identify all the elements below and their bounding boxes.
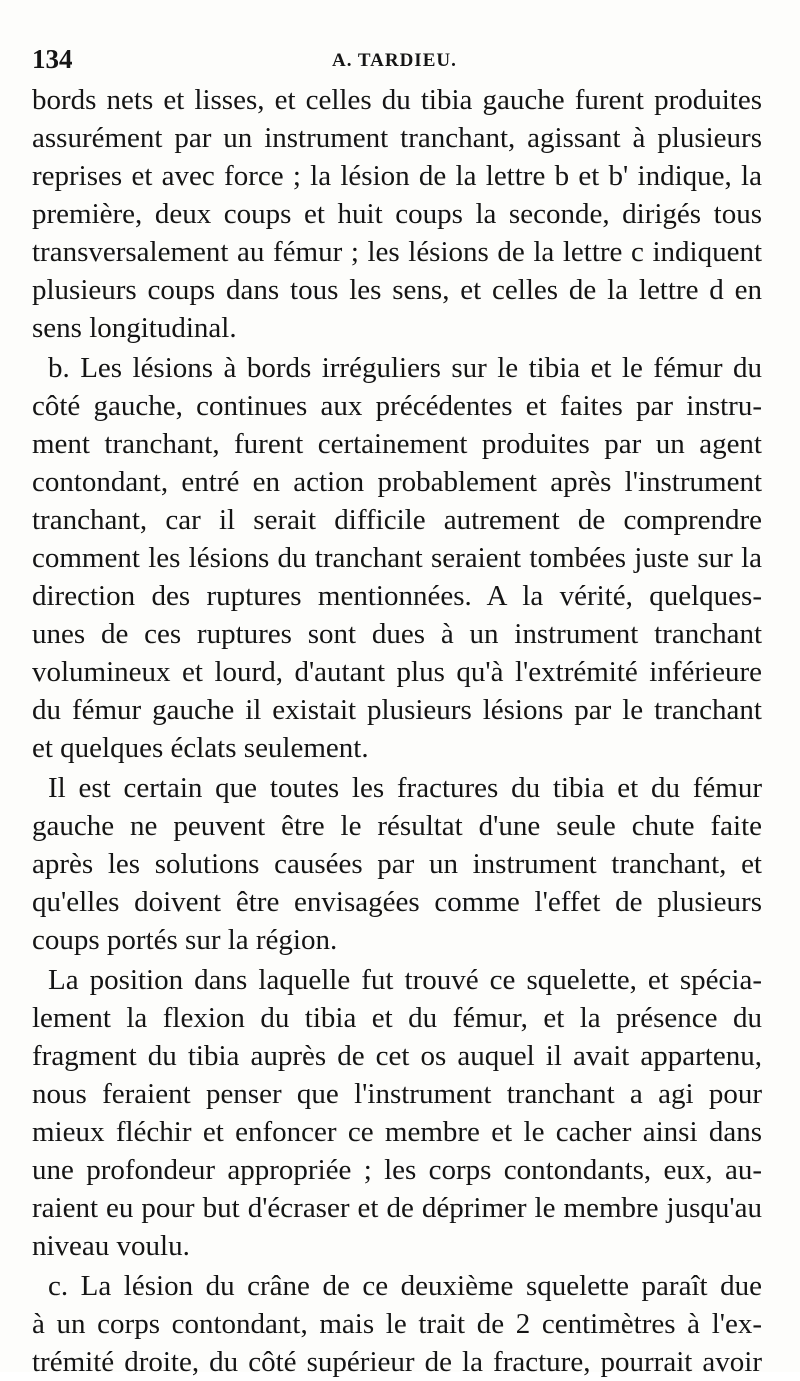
text-line: comment les lésions du tranchant seraient tombées juste sur la <box>32 542 762 574</box>
text-line: fragment du tibia auprès de cet os auquel il avait appartenu, <box>32 1040 762 1072</box>
text-line: reprises et avec force ; la lésion de la lettre b et b' indique, la <box>32 160 762 192</box>
text-line: mieux fléchir et enfoncer ce membre et le cacher ainsi dans <box>32 1116 762 1148</box>
text-line: direction des ruptures mentionnées. A la vérité, quelques- <box>32 580 762 612</box>
paragraph <box>32 1267 762 1381</box>
paragraph <box>32 349 762 767</box>
text-line: assurément par un instrument tranchant, agissant à plusieurs <box>32 122 762 154</box>
text-line: raient eu pour but d'écraser et de déprimer le membre jusqu'au <box>32 1192 762 1224</box>
text-line: ment tranchant, furent certainement produites par un agent <box>32 428 762 460</box>
text-line: lement la flexion du tibia et du fémur, et la présence du <box>32 1002 762 1034</box>
text-line: trémité droite, du côté supérieur de la fracture, pourrait avoir <box>32 1346 762 1378</box>
text-line: tranchant, car il serait difficile autrement de comprendre <box>32 504 762 536</box>
text-line: qu'elles doivent être envisagées comme l'effet de plusieurs <box>32 886 762 918</box>
text-line: sens longitudinal. <box>32 312 237 344</box>
text-line: nous feraient penser que l'instrument tranchant a agi pour <box>32 1078 762 1110</box>
text-line: transversalement au fémur ; les lésions de la lettre c indiquent <box>32 236 762 268</box>
page-number: 134 <box>32 44 73 74</box>
text-line: contondant, entré en action probablement après l'instrument <box>32 466 762 498</box>
text-line: côté gauche, continues aux précédentes et faites par instru- <box>32 390 762 422</box>
text-line: après les solutions causées par un instrument tranchant, et <box>32 848 762 880</box>
paragraph <box>32 961 762 1265</box>
text-line: La position dans laquelle fut trouvé ce squelette, et spécia- <box>48 964 762 996</box>
text-line: première, deux coups et huit coups la seconde, dirigés tous <box>32 198 762 230</box>
text-line: à un corps contondant, mais le trait de 2 centimètres à l'ex- <box>32 1308 762 1340</box>
text-line: niveau voulu. <box>32 1230 190 1262</box>
text-line: c. La lésion du crâne de ce deuxième squelette paraît due <box>48 1270 762 1302</box>
text-line: du fémur gauche il existait plusieurs lésions par le tranchant <box>32 694 762 726</box>
text-line: et quelques éclats seulement. <box>32 732 369 764</box>
text-line: Il est certain que toutes les fractures du tibia et du fémur <box>48 772 762 804</box>
text-line: bords nets et lisses, et celles du tibia gauche furent produites <box>32 84 762 116</box>
text-line: gauche ne peuvent être le résultat d'une seule chute faite <box>32 810 762 842</box>
text-line: unes de ces ruptures sont dues à un instrument tranchant <box>32 618 762 650</box>
paragraph <box>32 769 762 959</box>
text-line: plusieurs coups dans tous les sens, et celles de la lettre d en <box>32 274 762 306</box>
text-line: coups portés sur la région. <box>32 924 338 956</box>
paragraph <box>32 81 762 347</box>
body-text <box>32 81 762 1381</box>
text-line: volumineux et lourd, d'autant plus qu'à l'extrémité inférieure <box>32 656 762 688</box>
running-head-title: A. TARDIEU. <box>332 50 457 71</box>
text-line: une profondeur appropriée ; les corps contondants, eux, au- <box>32 1154 762 1186</box>
text-line: b. Les lésions à bords irréguliers sur le tibia et le fémur du <box>48 352 762 384</box>
running-head <box>32 40 752 76</box>
